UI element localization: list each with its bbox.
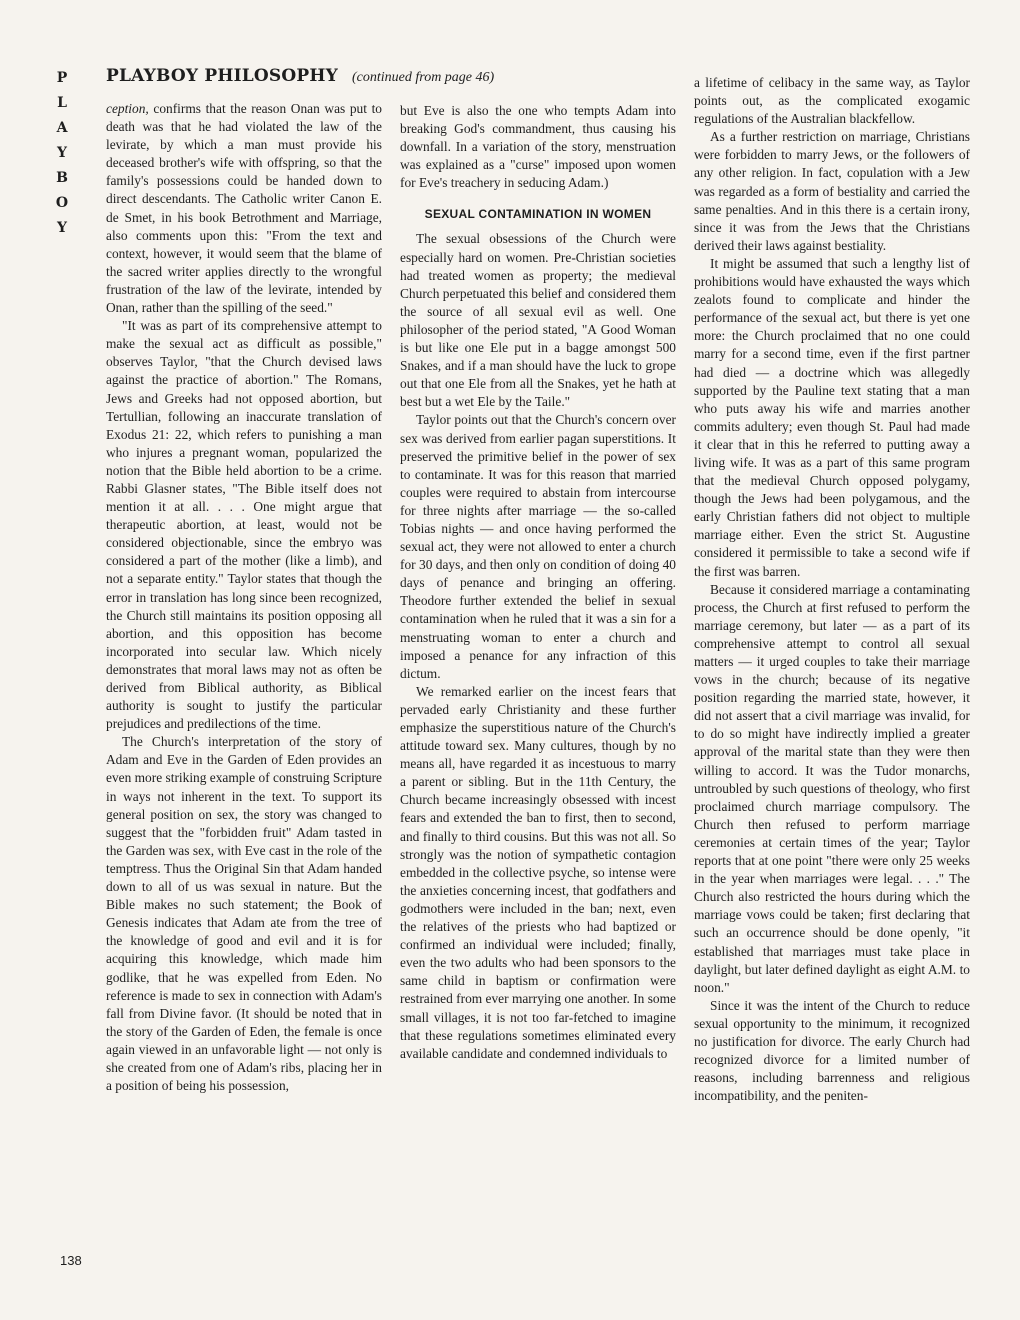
paragraph-text: confirms that the reason Onan was put to death was that he had violated the law of the levirate, by which a man must provide his deceased brother's wife with offspring, so that the family's possessions could be handed down to direct descendants. The Catholic writer Canon E. de Smet, in his book Betrothment and Marriage, also comments upon this: "From the text and context, however, it would seem that the blame of the sacred writer applies directly to the wrongful frustration of the law of the levirate, intended by Onan, rather than the spilling of the seed."	[106, 101, 382, 316]
paragraph: The sexual obsessions of the Church were especially hard on women. Pre-Christian societies had treated women as property; the medieval Church perpetuated this belief and considered them the source of all sexual evil as well. One philosopher of the period stated, "A Good Woman is but like one Ele put in a bagge amongst 500 Snakes, and if a man should have the luck to grope out that one Ele from all the Snakes, yet he hath at best but a wet Ele by the Taile."	[400, 231, 676, 410]
page-header	[106, 66, 494, 92]
column-3	[694, 74, 970, 1105]
paragraph: We remarked earlier on the incest fears that pervaded early Christianity and these further emphasize the superstitious nature of the Church's attitude toward sex. Many cultures, though by no means all, have regarded it as incestuous to marry a parent or sibling. But in the 11th Century, the Church became increasingly obsessed with incest fears and extended the ban to first, then to second, and finally to third cousins. But this was not all. So strongly was the notion of sympathetic contagion embedded in the collective psyche, so intense were the anxieties concerning incest, that godfathers and godmothers were included in the ban; next, even the relatives of the priests who had baptized or confirmed an individual were included; finally, even the two adults who had been sponsors to the same child in baptism or confirmation were restrained from ever marrying one another. In some small villages, it is not too far-fetched to imagine that these regulations sometimes eliminated every available candidate and condemned individuals to	[400, 683, 676, 1061]
paragraph: It might be assumed that such a lengthy list of prohibitions would have exhausted the ways which zealots found to complicate and hinder the performance of the sexual act, but there is yet one more: the Church proclaimed that no one could marry for a second time, even if the first partner had died — a doctrine which was allegedly supported by the Pauline text stating that a man who puts away his wife and marries another commits adultery; even though St. Paul had made it clear that in this he referred to putting away a living wife. It was as a part of this same program that the medieval Church opposed polygamy, though the Jews had been polygamous, and the early Christian fathers did not object to multiple marriage either. Even the strict St. Augustine considered it permissible to take a second wife if the first was barren.	[694, 255, 970, 579]
paragraph: a lifetime of celibacy in the same way, as Taylor points out, as the complicated exogamic regulations of the Australian blackfellow.	[694, 75, 970, 127]
spine-letter: P	[56, 70, 68, 86]
column-2	[400, 102, 676, 1063]
spine-logo	[52, 66, 72, 241]
section-subhead: SEXUAL CONTAMINATION IN WOMEN	[424, 207, 652, 222]
paragraph: Since it was the intent of the Church to reduce sexual opportunity to the minimum, it recognized no justification for divorce. The early Church had recognized divorce for a limited number of reasons, including barrenness and religious incompatibility, and the peniten-	[694, 997, 970, 1104]
spine-letter: Y	[57, 220, 67, 236]
lead-italic: ception,	[106, 101, 149, 116]
column-1	[106, 100, 382, 1095]
paragraph: "It was as part of its comprehensive attempt to make the sexual act as difficult as possible," observes Taylor, "that the Church devised laws against the practice of abortion." The Romans, Jews and Greeks had not opposed abortion, but Tertullian, following an inaccurate translation of Exodus 21: 22, which refers to punishing a man who injures a pregnant woman, popularized the notion that the Bible held abortion to be a crime. Rabbi Glasner states, "The Bible itself does not mention it at all. . . . One might argue that therapeutic abortion, at least, would not be considered objectionable, since the embryo was considered a part of the mother (like a limb), and not a separate entity." Taylor states that though the error in translation has long since been recognized, the Church still maintains its position opposing all abortion, and this opposition has become incorporated into secular law. Which nicely demonstrates that moral laws may not as often be derived from Biblical authority, as Biblical authority is sought to justify the particular prejudices and predilections of the time.	[106, 318, 382, 732]
spine-letter: A	[56, 120, 68, 136]
spine-letter: B	[56, 170, 68, 186]
spine-letter: O	[55, 195, 69, 211]
paragraph: but Eve is also the one who tempts Adam into breaking God's commandment, thus causing his downfall. In a variation of the story, menstruation was explained as a "curse" imposed upon women for Eve's treachery in seducing Adam.)	[400, 103, 676, 191]
page-number: 138	[60, 1253, 82, 1268]
header-title: PLAYBOY PHILOSOPHY	[106, 66, 338, 86]
header-continued: (continued from page 46)	[352, 70, 495, 85]
paragraph: Taylor points out that the Church's concern over sex was derived from earlier pagan superstitions. It preserved the primitive belief in the power of sex to contaminate. It was for this reason that married couples were required to abstain from intercourse for three nights after marriage — the so-called Tobias nights — and once having performed the sexual act, they were not allowed to enter a church for 30 days, and then only on condition of doing 40 days of penance and bringing an offering. Theodore further extended the belief in sexual contamination when he ruled that it was a sin for a menstruating woman to enter a church and imposed a penance for any infraction of this dictum.	[400, 412, 676, 681]
paragraph: The Church's interpretation of the story of Adam and Eve in the Garden of Eden provides an even more striking example of construing Scripture in ways not inherent in the text. To support its general position on sex, the story was changed to suggest that the "forbidden fruit" Adam tasted in the Garden was sex, with Eve cast in the role of the temptress. Thus the Original Sin that Adam handed down to all of us was sexual in nature. But the Bible makes no such statement; the Book of Genesis indicates that Adam ate from the tree of the knowledge of good and evil and it is for acquiring this knowledge, which made him godlike, that he was expelled from Eden. No reference is made to sex in connection with Adam's fall from Divine favor. (It should be noted that in the story of the Garden of Eden, the female is once again viewed in an unfavorable light — not only is she created from one of Adam's ribs, placing her in a position of being his possession,	[106, 734, 382, 1094]
paragraph: As a further restriction on marriage, Christians were forbidden to marry Jews, or the followers of any other religion. In fact, copulation with a Jew was regarded as a form of bestiality and carried the same penalties. And in this there is a certain irony, since it was from the Jews that the Christians derived their laws against bestiality.	[694, 129, 970, 253]
paragraph	[106, 100, 382, 317]
spine-letter: L	[57, 95, 67, 111]
paragraph: Because it considered marriage a contaminating process, the Church at first refused to perform the marriage ceremony, but later — as a part of its comprehensive attempt to control all sexual matters — it urged couples to take their marriage vows in the church; because of its negative position regarding the married state, however, it did not assert that a civil marriage was invalid, for to do so might have indirectly implied a greater approval of the marital state than they were then willing to accord. It was the Tudor monarchs, untroubled by such questions of theology, who first proclaimed church marriage compulsory. The Church then refused to perform marriage ceremonies at certain times of the year; Taylor reports that at one point "there were only 25 weeks in the year when marriages were legal. . . ." The Church also restricted the hours during which the marriage vows could be taken; first declaring that such an occurrence should be done openly, "it established that marriages must take place in daylight, but later defined daylight as eight A.M. to noon."	[694, 581, 970, 995]
spine-letter: Y	[57, 145, 67, 161]
